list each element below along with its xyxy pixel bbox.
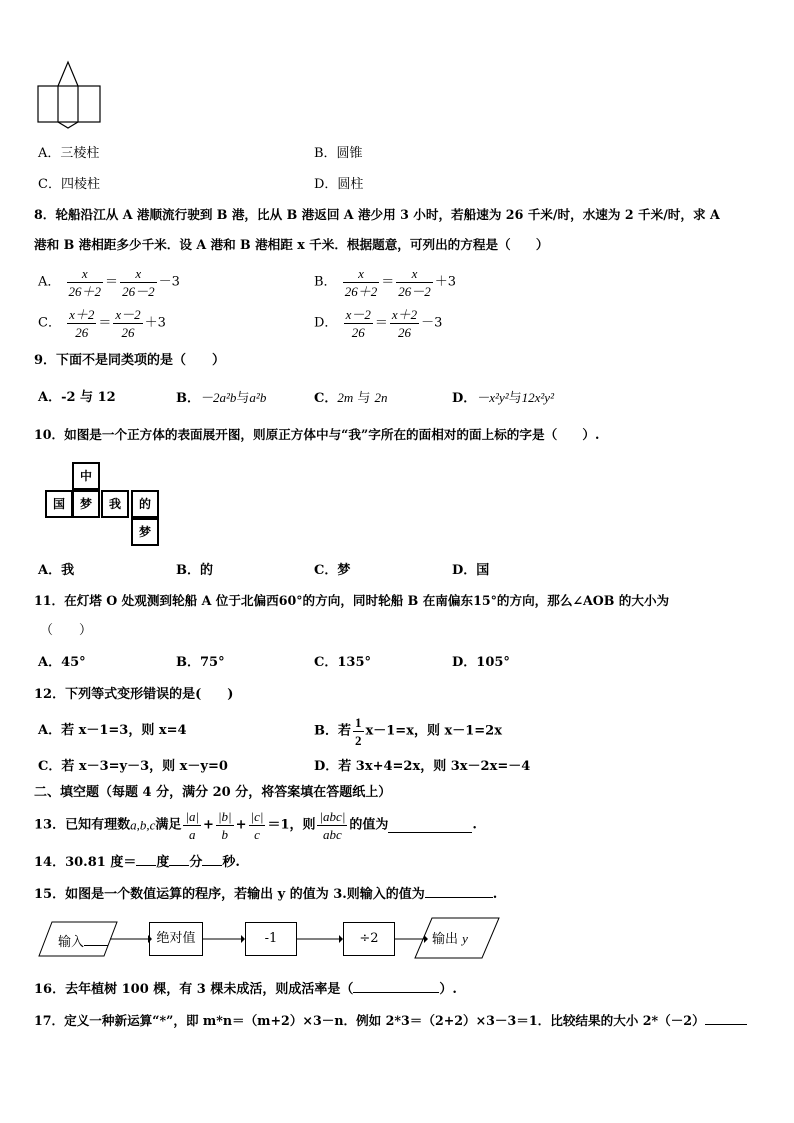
q10-option-b: B．的: [176, 563, 213, 578]
flow-input-label: 输入: [58, 932, 108, 951]
net-cell-wo: 我: [101, 490, 129, 518]
q7-option-d: D．圆柱: [314, 177, 364, 192]
q8-option-d: D． $\frac{x-2}{26}$ ＝ $\frac{x+2}{26}$ －3: [314, 307, 443, 340]
q14-minute-blank[interactable]: [169, 852, 189, 866]
net-cell-meng: 梦: [72, 490, 100, 518]
q8-option-b: B． $\frac{x}{26+2}$ ＝ $\frac{x}{26-2}$ ＋3: [314, 266, 457, 299]
q15-answer-blank[interactable]: [425, 884, 493, 898]
flow-divide-two-box: ÷2: [343, 922, 395, 956]
net-cell-guo: 国: [45, 490, 73, 518]
q7-option-c: C．四棱柱: [38, 177, 100, 192]
q14-degree-blank[interactable]: [136, 852, 156, 866]
q12-option-d: D．若 3x+4=2x，则 3x－2x=－4: [314, 759, 531, 774]
flow-abs-box: 绝对值: [149, 922, 203, 956]
flow-arrow-3: [297, 932, 343, 946]
q8-stem-line2: 港和 B 港相距多少千米．设 A 港和 B 港相距 x 千米．根据题意，可列出的方程是（ ）: [34, 237, 549, 252]
q8-stem-line1: 8．轮船沿江从 A 港顺流行驶到 B 港，比从 B 港返回 A 港少用 3 小时，若船速为 26 千米/时，水速为 2 千米/时，求 A: [34, 207, 720, 222]
q12-option-a: A．若 x－1=3，则 x=4: [38, 723, 187, 738]
q10-stem: 10．如图是一个正方体的表面展开图，则原正方体中与“我”字所在的面相对的面上标的字是（ ）.: [34, 427, 600, 442]
q11-stem-line2: （ ）: [40, 623, 93, 638]
q11-option-d: D．105°: [452, 655, 510, 670]
q8-option-c: C． $\frac{x+2}{26}$ ＝ $\frac{x-2}{26}$ ＋3: [38, 307, 166, 340]
flow-output-label: 输出 y: [432, 931, 468, 947]
q12-option-c: C．若 x－3=y－3，则 x－y=0: [38, 759, 228, 774]
q16-answer-blank[interactable]: [353, 979, 439, 993]
q9-option-b: B．－2a²b与a²b: [176, 390, 267, 406]
q7-option-a: A．三棱柱: [38, 146, 100, 161]
q15-stem: 15．如图是一个数值运算的程序，若输出 y 的值为 3.则输入的值为 .: [34, 884, 497, 903]
q13: 13．已知有理数a,b,c满足 $\frac{|a|}{a}$ + $\frac{|b|}{b}$ + $\frac{|c|}{c}$ ＝1，则 $\frac{\text{|abc|}}{\text{abc}}$ 的值为 .: [34, 809, 477, 842]
prism-net-figure: [36, 60, 102, 130]
q11-option-c: C．135°: [314, 655, 371, 670]
q7-option-b: B．圆锥: [314, 146, 363, 161]
q10-option-c: C．梦: [314, 563, 351, 578]
q14-second-blank[interactable]: [202, 852, 222, 866]
flow-arrow-1: [110, 932, 152, 946]
net-cell-de: 的: [131, 490, 159, 518]
q14: 14．30.81 度＝ 度 分 秒.: [34, 852, 240, 871]
q10-option-d: D．国: [452, 563, 490, 578]
q11-option-a: A．45°: [38, 655, 86, 670]
q9-option-d: D．－x²y²与12x²y²: [452, 390, 554, 406]
net-cell-meng-2: 梦: [131, 518, 159, 546]
q12-option-b: B．若 $\frac{1}{2}$ x－1=x，则 x－1=2x: [314, 715, 502, 748]
q10-option-a: A．我: [38, 563, 75, 578]
q11-option-b: B．75°: [176, 655, 225, 670]
q17-answer-blank[interactable]: [705, 1011, 747, 1025]
flow-arrow-2: [203, 932, 245, 946]
q9-option-c: C．2m 与 2n: [314, 390, 388, 406]
q11-stem-line1: 11．在灯塔 O 处观测到轮船 A 位于北偏西60°的方向，同时轮船 B 在南偏东15°的方向，那么∠AOB 的大小为: [34, 593, 670, 608]
net-cell-zhong: 中: [72, 462, 100, 490]
q17: 17．定义一种新运算“*”，即 m*n＝（m+2）×3－n．例如 2*3＝（2+2）×3－3＝1．比较结果的大小 2*（－2）: [34, 1011, 747, 1029]
q9-stem: 9．下面不是同类项的是（ ）: [34, 353, 226, 368]
q9-option-a: A．-2 与 12: [38, 390, 116, 405]
q16: 16．去年植树 100 棵，有 3 棵未成活，则成活率是（ ）.: [34, 979, 457, 998]
section-fill-in-heading: 二、填空题（每题 4 分，满分 20 分，将答案填在答题纸上）: [34, 785, 392, 800]
q13-answer-blank[interactable]: [388, 819, 472, 833]
flow-minus-one-box: -1: [245, 922, 297, 956]
q8-option-a: A． $\frac{x}{26+2}$ ＝ $\frac{x}{26-2}$ －3: [38, 266, 180, 299]
q12-stem: 12．下列等式变形错误的是( ): [34, 687, 234, 702]
